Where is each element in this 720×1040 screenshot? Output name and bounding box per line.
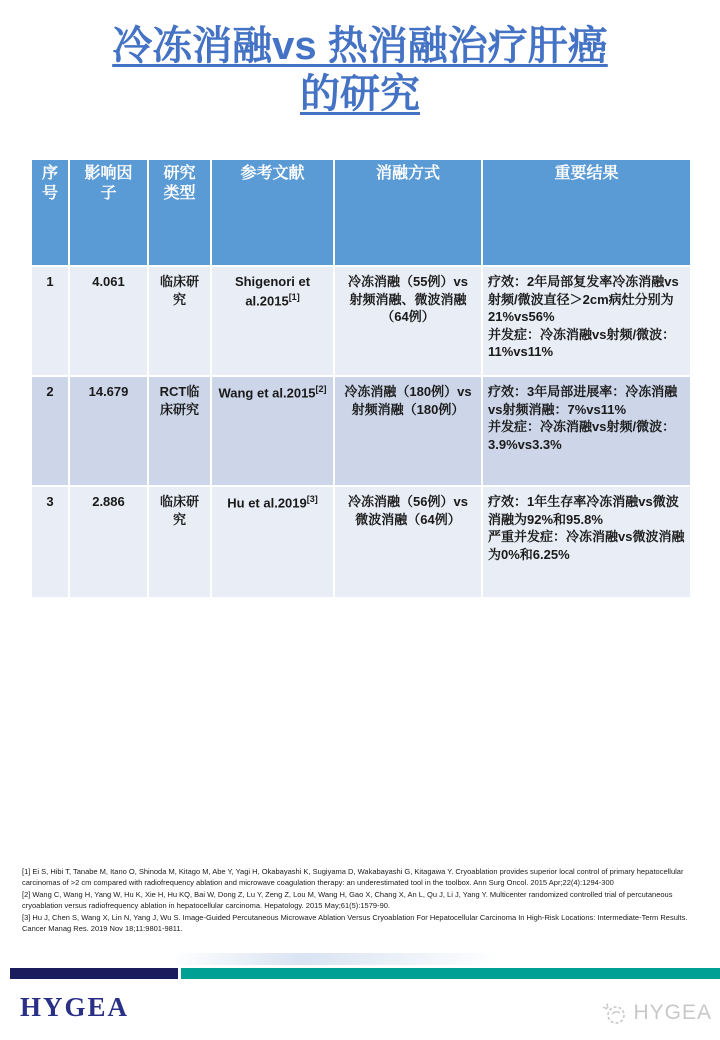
page-title-line1: 冷冻消融vs 热消融治疗肝癌 (112, 24, 608, 68)
table-header-row (31, 159, 691, 266)
page-title (0, 22, 720, 118)
header-impact-factor: 影响因子 (69, 159, 148, 266)
cell-key-results (482, 376, 691, 486)
studies-table (30, 158, 692, 599)
cell-key-results (482, 486, 691, 598)
cell-study-type: RCT临床研究 (148, 376, 211, 486)
cell-study-type: 临床研究 (148, 486, 211, 598)
cell-ablation-method: 冷冻消融（56例）vs 微波消融（64例） (334, 486, 482, 598)
cell-study-type: 临床研究 (148, 266, 211, 376)
table-row (31, 486, 691, 598)
result-efficacy: 疗效：1年生存率冷冻消融vs微波消融为92%和95.8% (488, 494, 679, 527)
header-key-results: 重要结果 (482, 159, 691, 266)
reference-text: Shigenori et al.2015 (234, 274, 311, 308)
page-title-line2: 的研究 (300, 72, 420, 116)
header-ablation-method: 消融方式 (334, 159, 482, 266)
cell-impact-factor: 14.679 (69, 376, 148, 486)
reference-footnotes (22, 866, 706, 934)
cell-serial: 3 (31, 486, 69, 598)
reference-superscript: [2] (315, 384, 327, 394)
cell-serial: 2 (31, 376, 69, 486)
reference-superscript: [3] (306, 494, 318, 504)
cell-reference (211, 266, 334, 376)
table-row (31, 376, 691, 486)
hygea-watermark (601, 1000, 712, 1026)
header-reference: 参考文献 (211, 159, 334, 266)
result-complications: 严重并发症：冷冻消融vs微波消融为0%和6.25% (488, 529, 685, 562)
result-efficacy: 疗效：3年局部进展率：冷冻消融vs射频消融：7%vs11% (488, 384, 678, 417)
cell-key-results (482, 266, 691, 376)
result-complications: 并发症：冷冻消融vs射频/微波：3.9%vs3.3% (488, 419, 676, 452)
reference-text: Wang et al.2015 (218, 385, 316, 401)
header-study-type: 研究类型 (148, 159, 211, 266)
cell-reference (211, 486, 334, 598)
reference-superscript: [1] (288, 291, 300, 302)
footer-navy-bar (10, 968, 178, 979)
hygea-watermark-text: HYGEA (633, 1001, 712, 1024)
cell-serial: 1 (31, 266, 69, 376)
footnote-2: [2] Wang C, Wang H, Yang W, Hu K, Xie H, Hu KQ, Bai W, Dong Z, Lu Y, Zeng Z, Lou M, Wang H, Gao X, Chang X, An L, Qu J, Li J, Yang Y. Multicenter randomized controlled trial of percutaneous cryoablation versus radiofrequency ablation in hepatocellular carcinoma. Hepatology. 2015 May;61(5):1579-90. (22, 889, 673, 911)
footnote-3: [3] Hu J, Chen S, Wang X, Lin N, Yang J, Wu S. Image-Guided Percutaneous Microwave Ablation Versus Cryoablation For Hepatocellular Carcinoma In High-Risk Locations: Intermediate-Term Results. Cancer Manag Res. 2019 Nov 18;11:9801-9811. (22, 912, 688, 934)
result-efficacy: 疗效：2年局部复发率冷冻消融vs射频/微波直径＞2cm病灶分别为21%vs56% (488, 274, 679, 325)
cell-reference (211, 376, 334, 486)
hygea-logo: HYGEA (20, 992, 130, 1022)
cell-impact-factor: 4.061 (69, 266, 148, 376)
footnote-1: [1] Ei S, Hibi T, Tanabe M, Itano O, Shinoda M, Kitago M, Abe Y, Yagi H, Okabayashi K, Sugiyama D, Wakabayashi G, Kitagawa Y. Cryoablation provides superior local control of primary hepatocellular carcinomas of >2 cm compared with radiofrequency ablation and microwave coagulation therapy: an underestimated tool in the toolbox. Ann Surg Oncol. 2015 Apr;22(4):1294-300 (22, 867, 684, 888)
cell-impact-factor: 2.886 (69, 486, 148, 598)
footer-decorative-wisp (167, 953, 504, 965)
cell-ablation-method: 冷冻消融（55例）vs 射频消融、微波消融（64例） (334, 266, 482, 376)
table-row (31, 266, 691, 376)
footer-teal-bar (181, 968, 720, 979)
result-complications: 并发症：冷冻消融vs射频/微波：11%vs11% (488, 326, 676, 360)
header-serial: 序号 (31, 159, 69, 266)
hygea-watermark-icon (601, 1000, 627, 1026)
cell-ablation-method: 冷冻消融（180例）vs 射频消融（180例） (334, 376, 482, 486)
reference-text: Hu et al.2019 (227, 495, 307, 511)
